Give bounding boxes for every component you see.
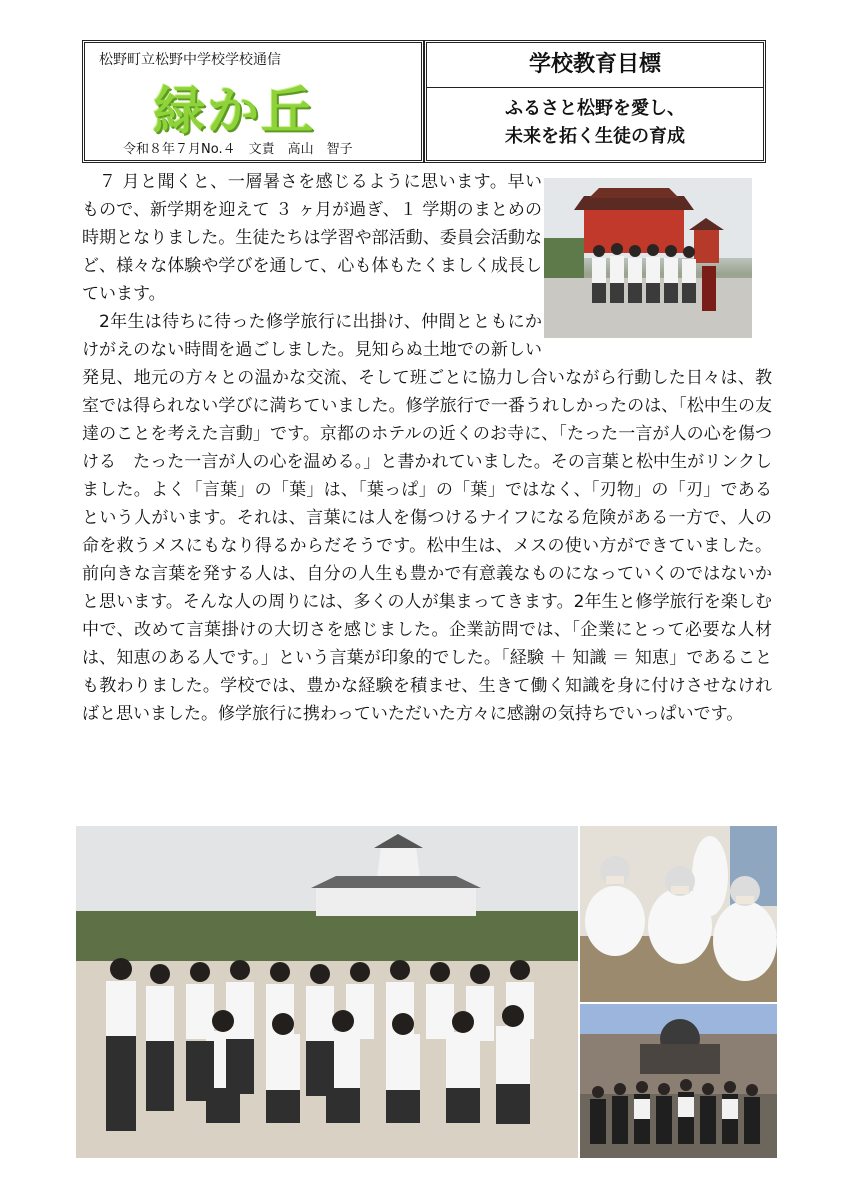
newsletter-masthead — [82, 40, 424, 163]
company-photo-illustration — [580, 826, 777, 1002]
theme-park-group-photo — [580, 1004, 777, 1158]
goal-title: 学校教育目標 — [427, 43, 763, 88]
school-name: 松野町立松野中学校学校通信 — [99, 52, 281, 68]
issue-info: 令和８年７月No.４ 文責 高山 智子 — [123, 142, 353, 157]
paragraph-1: ７ 月と聞くと、一層暑さを感じるように思います。早いもので、新学期を迎えて ３ ヶ月が過ぎ、１ 学期のまとめの時期となりました。生徒たちは学習や部活動、委員会活動など、様々な体験や学びを通して、心も体もたくましく成長しています。 — [82, 172, 542, 304]
paragraph-2: 2年生は待ちに待った修学旅行に出掛け、仲間とともにかけがえのない時間を過ごしました。見知らぬ土地での新しい発見、地元の方々との温かな交流、そして班ごとに協力し合いながら行動した日々は、教室では得られない学びに満ちていました。修学旅行で一番うれしかったのは、「松中生の友達のことを考えた言動」です。京都のホテルの近くのお寺に、「たった一言が人の心を傷つける たった一言が人の心を温める。」と書かれていました。その言葉と松中生がリンクしました。よく「言葉」の「葉」は、「葉っぱ」の「葉」ではなく、「刃物」の「刃」であるという人がいます。それは、言葉には人を傷つけるナイフになる危険がある一方で、人の命を救うメスにもなり得るからだそうです。松中生は、メスの使い方ができていました。前向きな言葉を発する人は、自分の人生も豊かで有意義なものになっていくのではないかと思います。そんな人の周りには、多くの人が集まってきます。2年生と修学旅行を楽しむ中で、改めて言葉掛けの大切さを感じました。企業訪問では、「企業にとって必要な人材は、知恵のある人です。」という言葉が印象的でした。「経験 ＋ 知識 ＝ 知恵」であることも教わりました。学校では、豊かな経験を積ませ、生きて働く知識を身に付けさせなければと思いました。修学旅行に携わっていただいた方々に感謝の気持ちでいっぱいです。 — [82, 312, 772, 724]
goal-line-1: ふるさと松野を愛し、 — [505, 98, 685, 119]
goal-text — [427, 95, 763, 151]
company-visit-photo — [580, 826, 777, 1002]
castle-photo-illustration — [76, 826, 578, 1158]
castle-group-photo — [76, 826, 578, 1158]
temple-photo-illustration — [544, 178, 752, 338]
education-goal-box — [424, 40, 766, 163]
temple-group-photo — [544, 178, 752, 338]
theme-park-photo-illustration — [580, 1004, 777, 1158]
goal-line-2: 未来を拓く生徒の育成 — [505, 126, 685, 147]
newsletter-logo: 緑か丘 — [153, 82, 316, 142]
